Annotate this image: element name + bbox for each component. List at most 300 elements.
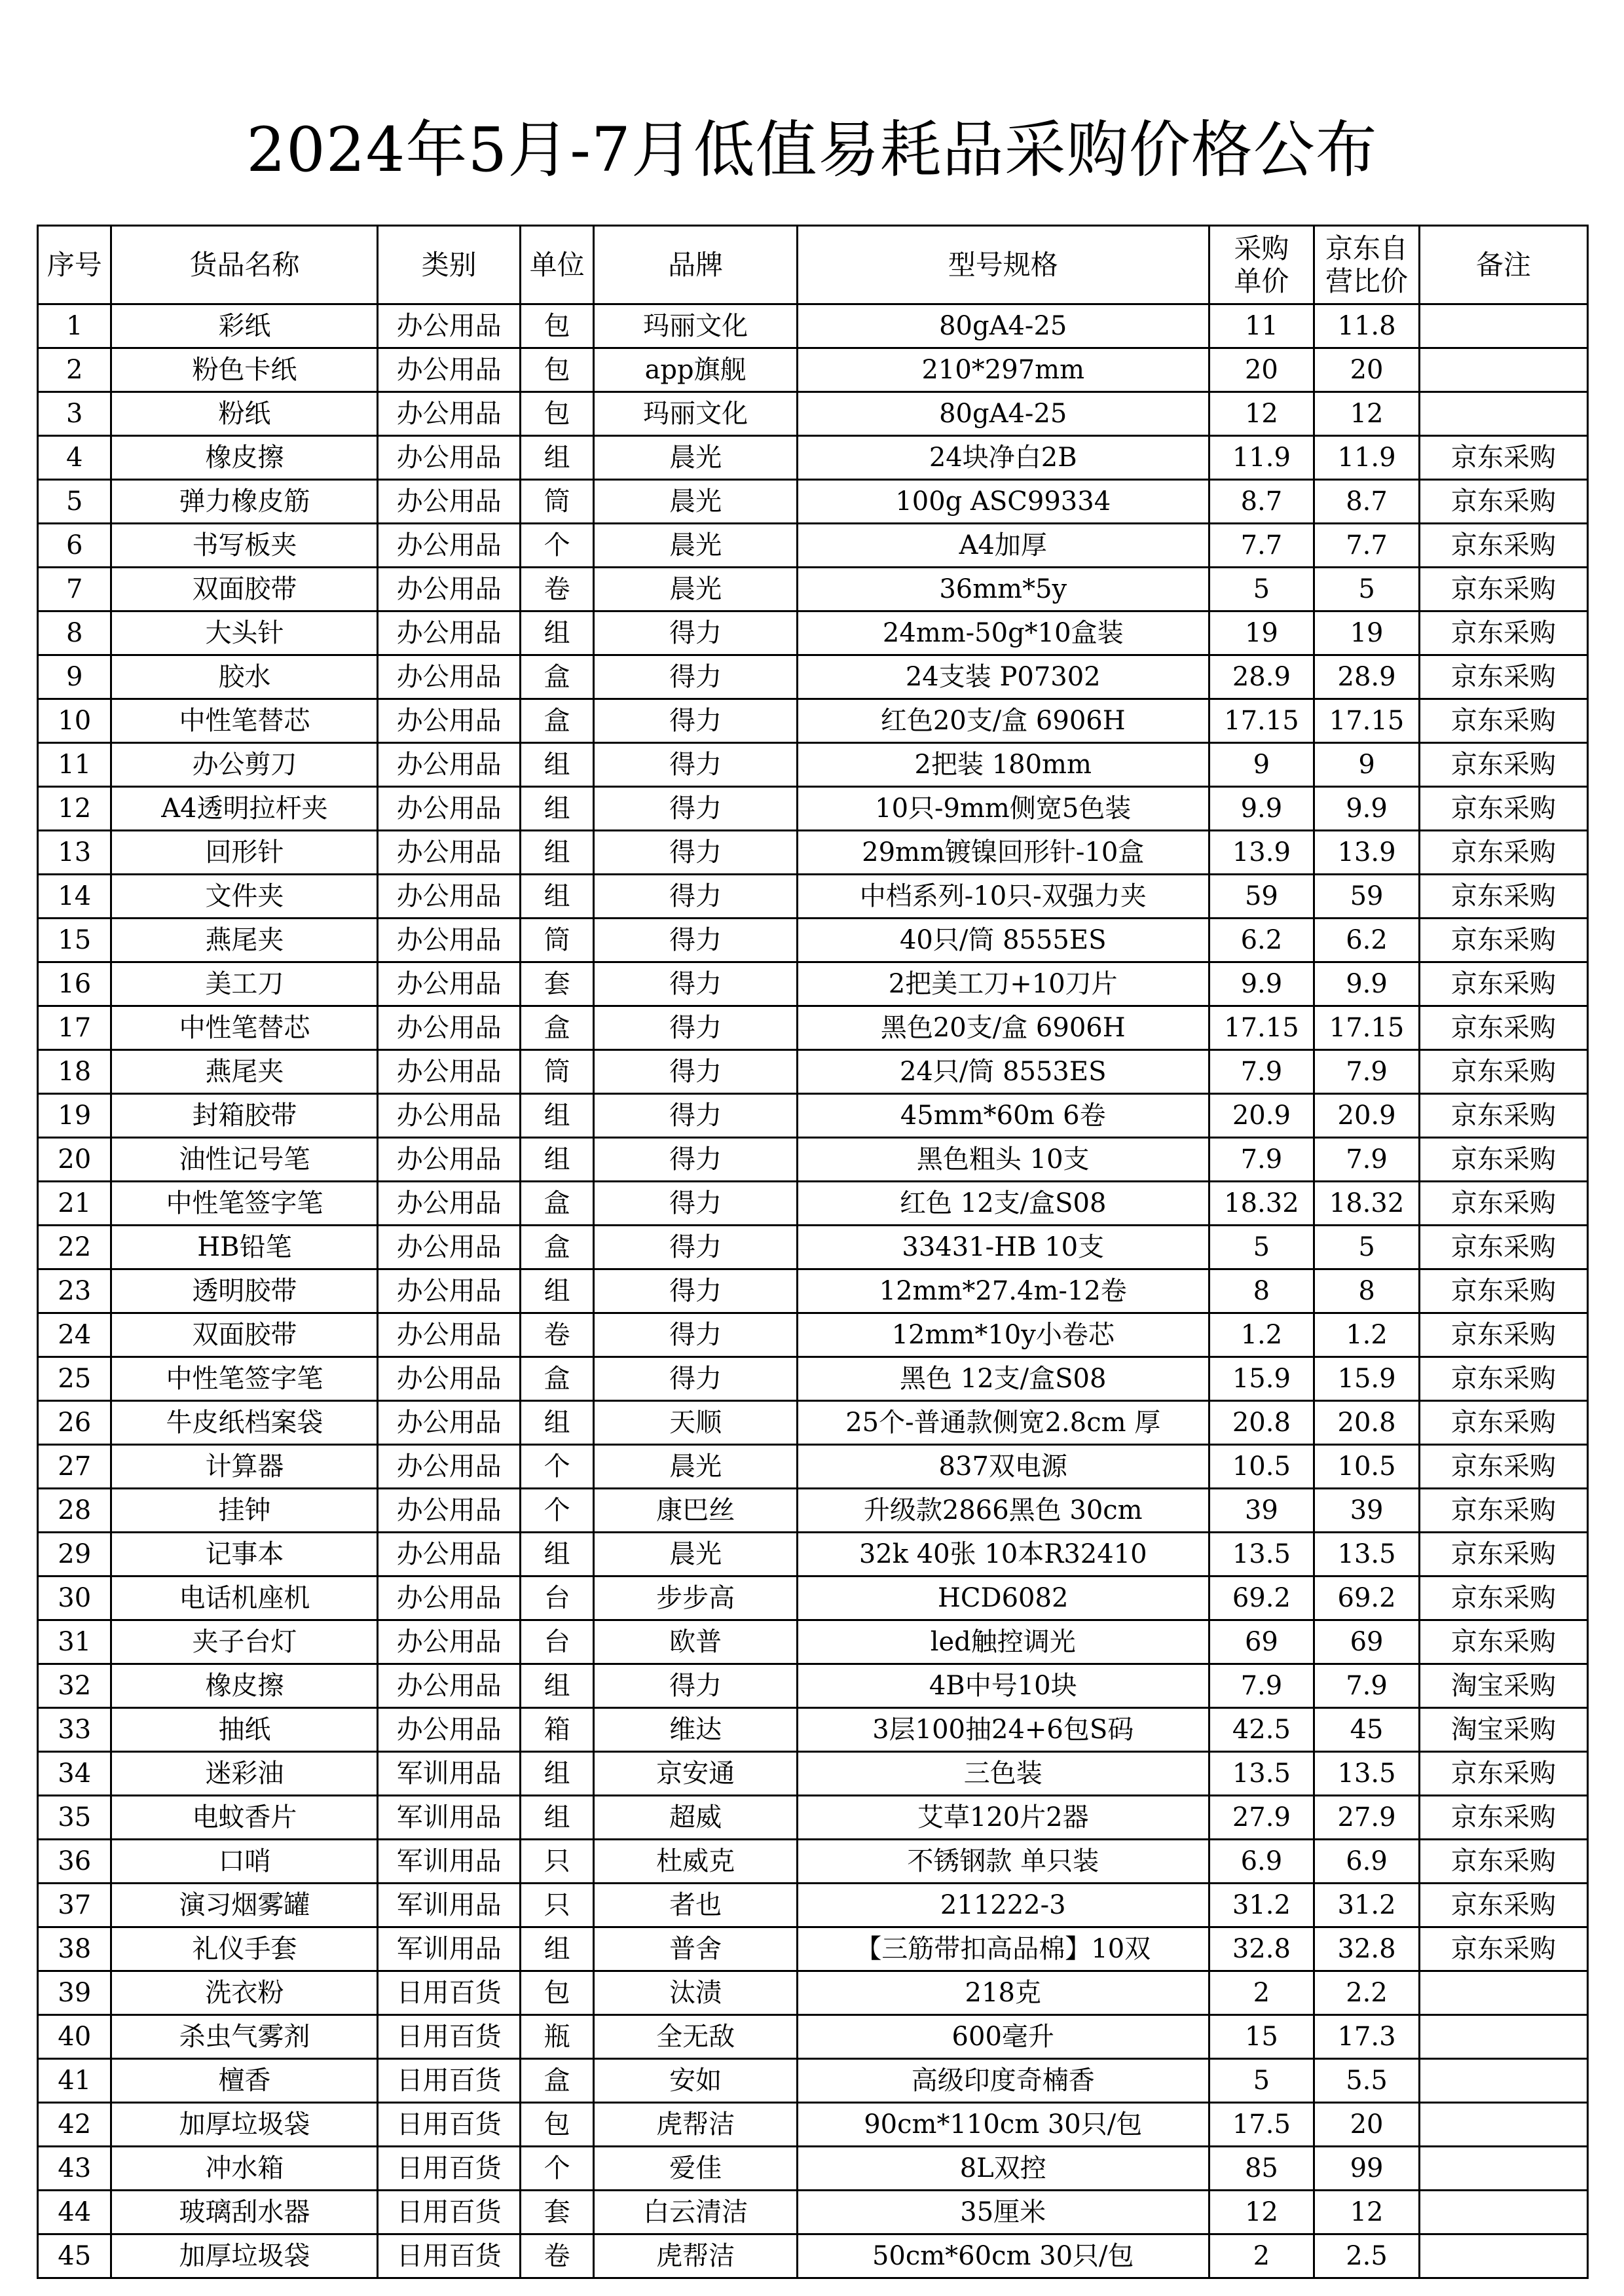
cell-name: 中性笔签字笔 (111, 1357, 378, 1401)
cell-note: 京东采购 (1419, 1094, 1587, 1138)
cell-jd-price: 9 (1314, 743, 1420, 787)
cell-seq: 8 (38, 611, 111, 655)
cell-name: 燕尾夹 (111, 919, 378, 962)
cell-unit: 盒 (520, 1006, 593, 1050)
cell-jd-price: 20 (1314, 348, 1420, 392)
table-row (38, 699, 1588, 743)
cell-seq: 28 (38, 1489, 111, 1533)
cell-seq: 32 (38, 1664, 111, 1708)
cell-unit: 组 (520, 1094, 593, 1138)
cell-seq: 22 (38, 1226, 111, 1269)
cell-brand: 晨光 (594, 1445, 798, 1489)
cell-jd-price: 31.2 (1314, 1884, 1420, 1927)
cell-name: 燕尾夹 (111, 1050, 378, 1094)
cell-name: 冲水箱 (111, 2147, 378, 2191)
cell-seq: 16 (38, 962, 111, 1006)
cell-unit: 盒 (520, 1182, 593, 1226)
cell-purchase-price: 5 (1209, 2059, 1314, 2103)
cell-note: 京东采购 (1419, 1445, 1587, 1489)
cell-spec: led触控调光 (797, 1620, 1209, 1664)
table-row (38, 568, 1588, 611)
cell-name: 洗衣粉 (111, 1971, 378, 2015)
cell-spec: 90cm*110cm 30只/包 (797, 2103, 1209, 2147)
cell-unit: 包 (520, 2103, 593, 2147)
cell-unit: 组 (520, 1269, 593, 1313)
cell-name: 牛皮纸档案袋 (111, 1401, 378, 1445)
cell-name: 演习烟雾罐 (111, 1884, 378, 1927)
cell-note: 京东采购 (1419, 875, 1587, 919)
cell-spec: 24mm-50g*10盒装 (797, 611, 1209, 655)
cell-jd-price: 17.15 (1314, 1006, 1420, 1050)
cell-jd-price: 13.5 (1314, 1533, 1420, 1576)
cell-purchase-price: 6.9 (1209, 1840, 1314, 1884)
cell-brand: 得力 (594, 1138, 798, 1182)
cell-name: 办公剪刀 (111, 743, 378, 787)
cell-purchase-price: 13.9 (1209, 831, 1314, 875)
cell-purchase-price: 18.32 (1209, 1182, 1314, 1226)
cell-note (1419, 304, 1587, 348)
cell-name: 橡皮擦 (111, 436, 378, 480)
page-title: 2024年5月-7月低值易耗品采购价格公布 (246, 115, 1378, 186)
cell-unit: 组 (520, 875, 593, 919)
cell-name: 加厚垃圾袋 (111, 2234, 378, 2278)
cell-seq: 26 (38, 1401, 111, 1445)
cell-name: 记事本 (111, 1533, 378, 1576)
cell-note: 京东采购 (1419, 1269, 1587, 1313)
cell-spec: 4B中号10块 (797, 1664, 1209, 1708)
cell-jd-price: 18.32 (1314, 1182, 1420, 1226)
cell-category: 办公用品 (378, 568, 520, 611)
cell-spec: 33431-HB 10支 (797, 1226, 1209, 1269)
cell-purchase-price: 15.9 (1209, 1357, 1314, 1401)
cell-seq: 12 (38, 787, 111, 831)
cell-note: 京东采购 (1419, 436, 1587, 480)
table-row (38, 2059, 1588, 2103)
cell-category: 办公用品 (378, 1708, 520, 1752)
cell-name: 檀香 (111, 2059, 378, 2103)
cell-purchase-price: 5 (1209, 1226, 1314, 1269)
cell-brand: 得力 (594, 1006, 798, 1050)
cell-name: 大头针 (111, 611, 378, 655)
header-category: 类别 (378, 226, 520, 304)
cell-spec: 10只-9mm侧宽5色装 (797, 787, 1209, 831)
cell-unit: 箱 (520, 1708, 593, 1752)
cell-seq: 20 (38, 1138, 111, 1182)
cell-brand: 晨光 (594, 480, 798, 524)
table-row (38, 480, 1588, 524)
cell-seq: 3 (38, 392, 111, 436)
table-row (38, 1752, 1588, 1796)
cell-category: 办公用品 (378, 392, 520, 436)
table-row (38, 2191, 1588, 2234)
cell-brand: 玛丽文化 (594, 392, 798, 436)
cell-purchase-price: 2 (1209, 2234, 1314, 2278)
cell-jd-price: 32.8 (1314, 1927, 1420, 1971)
cell-seq: 45 (38, 2234, 111, 2278)
cell-unit: 组 (520, 1138, 593, 1182)
cell-seq: 15 (38, 919, 111, 962)
cell-name: 美工刀 (111, 962, 378, 1006)
header-jd-price (1314, 226, 1420, 304)
cell-seq: 41 (38, 2059, 111, 2103)
cell-category: 办公用品 (378, 1401, 520, 1445)
cell-note (1419, 348, 1587, 392)
cell-unit: 组 (520, 1796, 593, 1840)
cell-jd-price: 12 (1314, 2191, 1420, 2234)
cell-purchase-price: 20 (1209, 348, 1314, 392)
cell-seq: 37 (38, 1884, 111, 1927)
cell-category: 军训用品 (378, 1796, 520, 1840)
cell-purchase-price: 8.7 (1209, 480, 1314, 524)
cell-jd-price: 17.3 (1314, 2015, 1420, 2059)
cell-purchase-price: 11 (1209, 304, 1314, 348)
cell-category: 办公用品 (378, 1445, 520, 1489)
cell-note: 京东采购 (1419, 611, 1587, 655)
cell-note: 京东采购 (1419, 1401, 1587, 1445)
cell-seq: 29 (38, 1533, 111, 1576)
cell-unit: 组 (520, 787, 593, 831)
cell-unit: 包 (520, 1971, 593, 2015)
cell-purchase-price: 59 (1209, 875, 1314, 919)
cell-note: 京东采购 (1419, 919, 1587, 962)
header-purchase-price (1209, 226, 1314, 304)
cell-spec: 25个-普通款侧宽2.8cm 厚 (797, 1401, 1209, 1445)
cell-unit: 卷 (520, 2234, 593, 2278)
table-row (38, 875, 1588, 919)
cell-jd-price: 20.9 (1314, 1094, 1420, 1138)
cell-category: 军训用品 (378, 1752, 520, 1796)
cell-category: 办公用品 (378, 1664, 520, 1708)
cell-seq: 14 (38, 875, 111, 919)
table-row (38, 1182, 1588, 1226)
cell-purchase-price: 7.9 (1209, 1050, 1314, 1094)
cell-unit: 组 (520, 611, 593, 655)
cell-jd-price: 15.9 (1314, 1357, 1420, 1401)
cell-note: 京东采购 (1419, 962, 1587, 1006)
cell-brand: 维达 (594, 1708, 798, 1752)
table-row (38, 1269, 1588, 1313)
cell-note: 京东采购 (1419, 1489, 1587, 1533)
cell-category: 办公用品 (378, 1313, 520, 1357)
table-row (38, 524, 1588, 568)
cell-note: 京东采购 (1419, 831, 1587, 875)
cell-note: 京东采购 (1419, 480, 1587, 524)
cell-note: 京东采购 (1419, 1752, 1587, 1796)
cell-note (1419, 2234, 1587, 2278)
header-note: 备注 (1419, 226, 1587, 304)
header-seq: 序号 (38, 226, 111, 304)
cell-brand: 虎帮洁 (594, 2103, 798, 2147)
cell-spec: 80gA4-25 (797, 392, 1209, 436)
cell-unit: 组 (520, 1664, 593, 1708)
cell-jd-price: 5 (1314, 568, 1420, 611)
cell-note: 京东采购 (1419, 1576, 1587, 1620)
cell-unit: 个 (520, 1489, 593, 1533)
cell-category: 军训用品 (378, 1884, 520, 1927)
table-row (38, 436, 1588, 480)
cell-purchase-price: 20.9 (1209, 1094, 1314, 1138)
cell-seq: 2 (38, 348, 111, 392)
cell-purchase-price: 69.2 (1209, 1576, 1314, 1620)
cell-brand: 得力 (594, 919, 798, 962)
cell-purchase-price: 17.15 (1209, 1006, 1314, 1050)
cell-spec: 837双电源 (797, 1445, 1209, 1489)
cell-spec: 40只/筒 8555ES (797, 919, 1209, 962)
cell-jd-price: 11.8 (1314, 304, 1420, 348)
cell-brand: app旗舰 (594, 348, 798, 392)
cell-jd-price: 5.5 (1314, 2059, 1420, 2103)
header-purchase-price-line1: 采购 (1234, 232, 1289, 264)
cell-brand: 虎帮洁 (594, 2234, 798, 2278)
cell-category: 办公用品 (378, 1357, 520, 1401)
cell-spec: 黑色粗头 10支 (797, 1138, 1209, 1182)
cell-category: 办公用品 (378, 1182, 520, 1226)
cell-jd-price: 27.9 (1314, 1796, 1420, 1840)
cell-spec: 8L双控 (797, 2147, 1209, 2191)
cell-spec: 中档系列-10只-双强力夹 (797, 875, 1209, 919)
cell-spec: 艾草120片2器 (797, 1796, 1209, 1840)
cell-name: 透明胶带 (111, 1269, 378, 1313)
cell-jd-price: 1.2 (1314, 1313, 1420, 1357)
cell-name: 书写板夹 (111, 524, 378, 568)
cell-brand: 杜威克 (594, 1840, 798, 1884)
cell-name: 双面胶带 (111, 1313, 378, 1357)
cell-purchase-price: 28.9 (1209, 655, 1314, 699)
cell-purchase-price: 10.5 (1209, 1445, 1314, 1489)
table-row (38, 2147, 1588, 2191)
cell-note: 京东采购 (1419, 787, 1587, 831)
cell-note: 京东采购 (1419, 1138, 1587, 1182)
cell-note: 京东采购 (1419, 1357, 1587, 1401)
cell-brand: 玛丽文化 (594, 304, 798, 348)
cell-brand: 晨光 (594, 568, 798, 611)
cell-seq: 1 (38, 304, 111, 348)
cell-purchase-price: 20.8 (1209, 1401, 1314, 1445)
cell-category: 办公用品 (378, 1138, 520, 1182)
cell-brand: 安如 (594, 2059, 798, 2103)
cell-purchase-price: 17.15 (1209, 699, 1314, 743)
cell-spec: 45mm*60m 6卷 (797, 1094, 1209, 1138)
cell-purchase-price: 39 (1209, 1489, 1314, 1533)
cell-category: 办公用品 (378, 875, 520, 919)
cell-unit: 只 (520, 1840, 593, 1884)
cell-jd-price: 17.15 (1314, 699, 1420, 743)
cell-name: 电蚊香片 (111, 1796, 378, 1840)
cell-category: 日用百货 (378, 2147, 520, 2191)
cell-note: 京东采购 (1419, 1620, 1587, 1664)
table-row (38, 831, 1588, 875)
cell-jd-price: 69 (1314, 1620, 1420, 1664)
cell-category: 日用百货 (378, 2103, 520, 2147)
cell-unit: 组 (520, 436, 593, 480)
cell-category: 日用百货 (378, 2015, 520, 2059)
cell-brand: 晨光 (594, 524, 798, 568)
cell-brand: 欧普 (594, 1620, 798, 1664)
cell-seq: 43 (38, 2147, 111, 2191)
cell-jd-price: 12 (1314, 392, 1420, 436)
cell-note: 京东采购 (1419, 524, 1587, 568)
cell-category: 办公用品 (378, 831, 520, 875)
cell-spec: 2把美工刀+10刀片 (797, 962, 1209, 1006)
cell-seq: 33 (38, 1708, 111, 1752)
cell-category: 日用百货 (378, 2234, 520, 2278)
cell-category: 办公用品 (378, 919, 520, 962)
table-row (38, 962, 1588, 1006)
cell-category: 军训用品 (378, 1927, 520, 1971)
cell-purchase-price: 6.2 (1209, 919, 1314, 962)
cell-category: 办公用品 (378, 655, 520, 699)
cell-category: 办公用品 (378, 699, 520, 743)
cell-jd-price: 69.2 (1314, 1576, 1420, 1620)
cell-brand: 天顺 (594, 1401, 798, 1445)
cell-name: 抽纸 (111, 1708, 378, 1752)
cell-category: 办公用品 (378, 436, 520, 480)
cell-purchase-price: 8 (1209, 1269, 1314, 1313)
table-row (38, 2103, 1588, 2147)
table-row (38, 1445, 1588, 1489)
table-row (38, 1357, 1588, 1401)
header-brand: 品牌 (594, 226, 798, 304)
cell-seq: 4 (38, 436, 111, 480)
cell-category: 办公用品 (378, 1226, 520, 1269)
cell-jd-price: 6.2 (1314, 919, 1420, 962)
cell-purchase-price: 13.5 (1209, 1533, 1314, 1576)
cell-spec: 100g ASC99334 (797, 480, 1209, 524)
cell-jd-price: 28.9 (1314, 655, 1420, 699)
cell-seq: 35 (38, 1796, 111, 1840)
cell-unit: 个 (520, 1445, 593, 1489)
cell-purchase-price: 17.5 (1209, 2103, 1314, 2147)
cell-unit: 个 (520, 524, 593, 568)
table-row (38, 2015, 1588, 2059)
cell-category: 办公用品 (378, 1620, 520, 1664)
cell-name: 电话机座机 (111, 1576, 378, 1620)
cell-brand: 全无敌 (594, 2015, 798, 2059)
cell-seq: 31 (38, 1620, 111, 1664)
cell-unit: 盒 (520, 1226, 593, 1269)
cell-name: 计算器 (111, 1445, 378, 1489)
cell-spec: 黑色 12支/盒S08 (797, 1357, 1209, 1401)
cell-purchase-price: 7.9 (1209, 1664, 1314, 1708)
cell-spec: 红色20支/盒 6906H (797, 699, 1209, 743)
cell-category: 办公用品 (378, 743, 520, 787)
cell-brand: 白云清洁 (594, 2191, 798, 2234)
cell-unit: 盒 (520, 655, 593, 699)
cell-category: 军训用品 (378, 1840, 520, 1884)
cell-spec: 升级款2866黑色 30cm (797, 1489, 1209, 1533)
cell-spec: A4加厚 (797, 524, 1209, 568)
cell-unit: 个 (520, 2147, 593, 2191)
cell-purchase-price: 9 (1209, 743, 1314, 787)
cell-purchase-price: 27.9 (1209, 1796, 1314, 1840)
cell-spec: 三色装 (797, 1752, 1209, 1796)
cell-purchase-price: 15 (1209, 2015, 1314, 2059)
cell-seq: 5 (38, 480, 111, 524)
cell-unit: 筒 (520, 919, 593, 962)
cell-spec: 高级印度奇楠香 (797, 2059, 1209, 2103)
table-row (38, 1971, 1588, 2015)
cell-spec: 3层100抽24+6包S码 (797, 1708, 1209, 1752)
cell-name: A4透明拉杆夹 (111, 787, 378, 831)
cell-purchase-price: 69 (1209, 1620, 1314, 1664)
table-row (38, 1576, 1588, 1620)
cell-unit: 盒 (520, 699, 593, 743)
cell-spec: 【三筋带扣高品棉】10双 (797, 1927, 1209, 1971)
cell-seq: 38 (38, 1927, 111, 1971)
table-row (38, 1533, 1588, 1576)
cell-purchase-price: 7.9 (1209, 1138, 1314, 1182)
cell-name: 回形针 (111, 831, 378, 875)
cell-name: 粉色卡纸 (111, 348, 378, 392)
price-table (37, 225, 1589, 2279)
cell-brand: 得力 (594, 787, 798, 831)
cell-seq: 34 (38, 1752, 111, 1796)
cell-spec: 黑色20支/盒 6906H (797, 1006, 1209, 1050)
header-jd-price-line1: 京东自 (1325, 232, 1409, 264)
table-row (38, 1401, 1588, 1445)
cell-purchase-price: 9.9 (1209, 787, 1314, 831)
cell-brand: 得力 (594, 875, 798, 919)
cell-jd-price: 45 (1314, 1708, 1420, 1752)
cell-unit: 瓶 (520, 2015, 593, 2059)
cell-note (1419, 392, 1587, 436)
cell-unit: 筒 (520, 480, 593, 524)
cell-jd-price: 5 (1314, 1226, 1420, 1269)
cell-unit: 组 (520, 1752, 593, 1796)
cell-seq: 21 (38, 1182, 111, 1226)
cell-spec: 24支装 P07302 (797, 655, 1209, 699)
cell-unit: 盒 (520, 2059, 593, 2103)
cell-brand: 得力 (594, 1664, 798, 1708)
cell-spec: 12mm*10y小卷芯 (797, 1313, 1209, 1357)
cell-brand: 京安通 (594, 1752, 798, 1796)
cell-note: 淘宝采购 (1419, 1708, 1587, 1752)
table-row (38, 1006, 1588, 1050)
cell-brand: 得力 (594, 1269, 798, 1313)
cell-category: 日用百货 (378, 2191, 520, 2234)
cell-note: 京东采购 (1419, 1796, 1587, 1840)
cell-note (1419, 2191, 1587, 2234)
cell-seq: 11 (38, 743, 111, 787)
cell-unit: 只 (520, 1884, 593, 1927)
table-row (38, 1796, 1588, 1840)
cell-note (1419, 2015, 1587, 2059)
table-row (38, 1927, 1588, 1971)
cell-brand: 得力 (594, 1313, 798, 1357)
cell-category: 办公用品 (378, 1269, 520, 1313)
cell-category: 办公用品 (378, 348, 520, 392)
cell-jd-price: 13.5 (1314, 1752, 1420, 1796)
cell-seq: 7 (38, 568, 111, 611)
cell-brand: 得力 (594, 1094, 798, 1138)
cell-note (1419, 1971, 1587, 2015)
cell-purchase-price: 11.9 (1209, 436, 1314, 480)
cell-brand: 得力 (594, 962, 798, 1006)
cell-name: 中性笔替芯 (111, 699, 378, 743)
cell-note: 京东采购 (1419, 743, 1587, 787)
cell-note: 京东采购 (1419, 655, 1587, 699)
table-row (38, 1138, 1588, 1182)
header-name: 货品名称 (111, 226, 378, 304)
table-row (38, 1094, 1588, 1138)
table-row (38, 2234, 1588, 2278)
table-body (38, 304, 1588, 2278)
table-row (38, 611, 1588, 655)
cell-brand: 得力 (594, 611, 798, 655)
cell-spec: 80gA4-25 (797, 304, 1209, 348)
cell-brand: 爱佳 (594, 2147, 798, 2191)
cell-brand: 超威 (594, 1796, 798, 1840)
